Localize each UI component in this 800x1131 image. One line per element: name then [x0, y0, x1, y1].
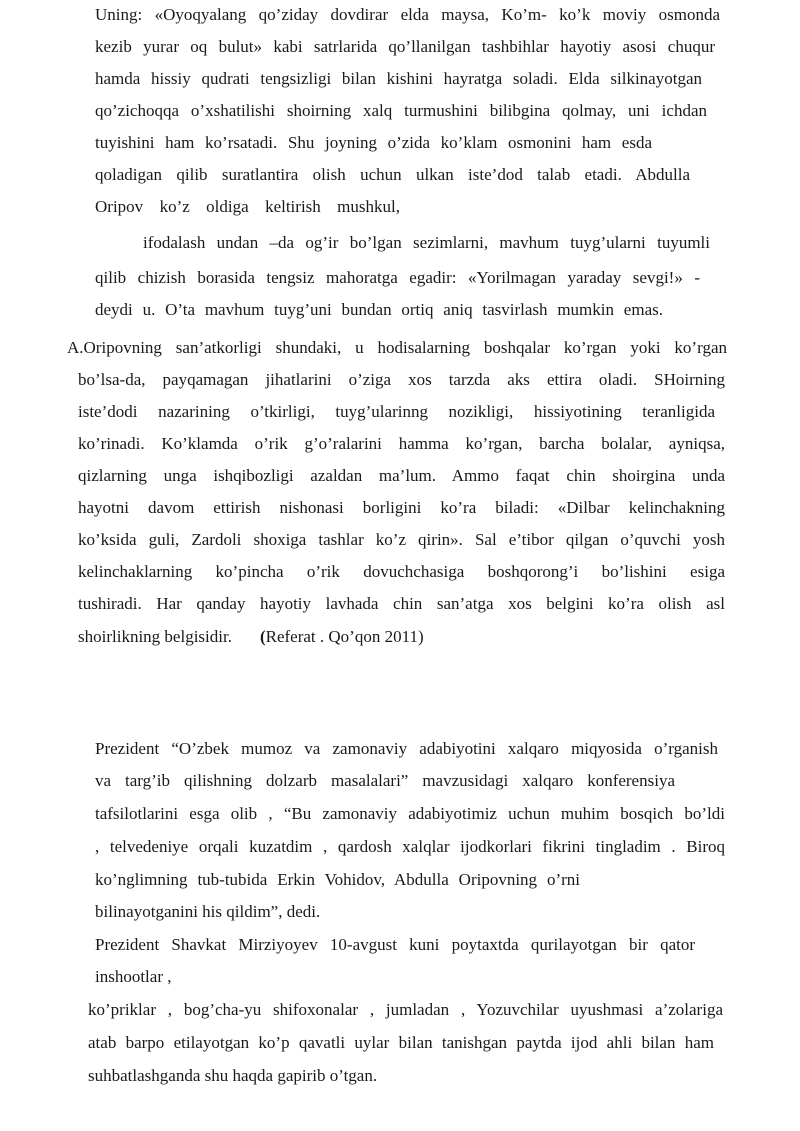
text-line: qizlarning unga ishqibozligi azaldan ma’lum. Ammo faqat chin shoirgina unda: [78, 466, 725, 485]
text-line: Oripov ko’z oldiga keltirish mushkul,: [95, 197, 400, 216]
text-line: A.Oripovning san’atkorligi shundaki, u hodisalarning boshqalar ko’rgan yoki ko’rgan: [67, 338, 727, 357]
text-line: qilib chizish borasida tengsiz mahoratga egadir: «Yorilmagan yaraday sevgi!» -: [95, 268, 700, 287]
text-line: deydi u. O’ta mavhum tuyg’uni bundan ortiq aniq tasvirlash mumkin emas.: [95, 300, 663, 319]
text-line: ko’rinadi. Ko’klamda o’rik g’o’ralarini hamma ko’rgan, barcha bolalar, ayniqsa,: [78, 434, 725, 453]
text-line: , telvedeniye orqali kuzatdim , qardosh xalqlar ijodkorlari fikrini tingladim . Biroq: [95, 837, 725, 856]
text-line: ko’nglimning tub-tubida Erkin Vohidov, Abdulla Oripovning o’rni: [95, 870, 580, 889]
citation: Referat . Qo’qon 2011): [265, 627, 424, 646]
text-line: Uning: «Oyoqyalang qo’ziday dovdirar elda maysa, Ko’m- ko’k moviy osmonda: [95, 5, 720, 24]
text-line: kelinchaklarning ko’pincha o’rik dovuchchasiga boshqorong’i bo’lishini esiga: [78, 562, 725, 581]
text-line: bilinayotganini his qildim”, dedi.: [95, 902, 321, 921]
text-line: hamda hissiy qudrati tengsizligi bilan kishini hayratga soladi. Elda silkinayotgan: [95, 69, 702, 88]
text-line: ko’ksida guli, Zardoli shoxiga tashlar ko’z qirin». Sal e’tibor qilgan o’quvchi yosh: [78, 530, 725, 549]
text-line: Prezident “O’zbek mumoz va zamonaviy adabiyotini xalqaro miqyosida o’rganish: [95, 739, 718, 758]
text-line: qo’zichoqqa o’xshatilishi shoirning xalq turmushini bilibgina qolmay, uni ichdan: [95, 101, 707, 120]
text-line: bo’lsa-da, payqamagan jihatlarini o’ziga xos tarzda aks ettira oladi. SHoirning: [78, 370, 725, 389]
text-line: inshootlar ,: [95, 967, 172, 986]
text-line: [78, 627, 424, 647]
text-line: tuyishini ham ko’rsatadi. Shu joyning o’zida ko’klam osmonini ham esda: [95, 133, 652, 152]
text-line: ko’priklar , bog’cha-yu shifoxonalar , jumladan , Yozuvchilar uyushmasi a’zolariga: [88, 1000, 723, 1019]
text-line: va targ’ib qilishning dolzarb masalalari” mavzusidagi xalqaro konferensiya: [95, 771, 675, 790]
last-line-text: shoirlikning belgisidir.: [78, 627, 232, 646]
text-line: kezib yurar oq bulut» kabi satrlarida qo’llanilgan tashbihlar hayotiy asosi chuqur: [95, 37, 715, 56]
text-line: qoladigan qilib suratlantira olish uchun ulkan iste’dod talab etadi. Abdulla: [95, 165, 690, 184]
text-line: tushiradi. Har qanday hayotiy lavhada chin san’atga xos belgini ko’ra olish asl: [78, 594, 725, 613]
citation-paren: (: [259, 627, 266, 646]
text-line: hayotni davom ettirish nishonasi borligini ko’ra biladi: «Dilbar kelinchakning: [78, 498, 725, 517]
text-line: atab barpo etilayotgan ko’p qavatli uylar bilan tanishgan paytda ijod ahli bilan ham: [88, 1033, 714, 1052]
text-line: tafsilotlarini esga olib , “Bu zamonaviy adabiyotimiz uchun muhim bosqich bo’ldi: [95, 804, 725, 823]
text-line: Prezident Shavkat Mirziyoyev 10-avgust kuni poytaxtda qurilayotgan bir qator: [95, 935, 695, 954]
text-line: iste’dodi nazarining o’tkirligi, tuyg’ularinng nozikligi, hissiyotining teranligida: [78, 402, 715, 421]
text-line: suhbatlashganda shu haqda gapirib o’tgan.: [88, 1066, 378, 1085]
text-line: ifodalash undan –da og’ir bo’lgan sezimlarni, mavhum tuyg’ularni tuyumli: [143, 233, 710, 252]
